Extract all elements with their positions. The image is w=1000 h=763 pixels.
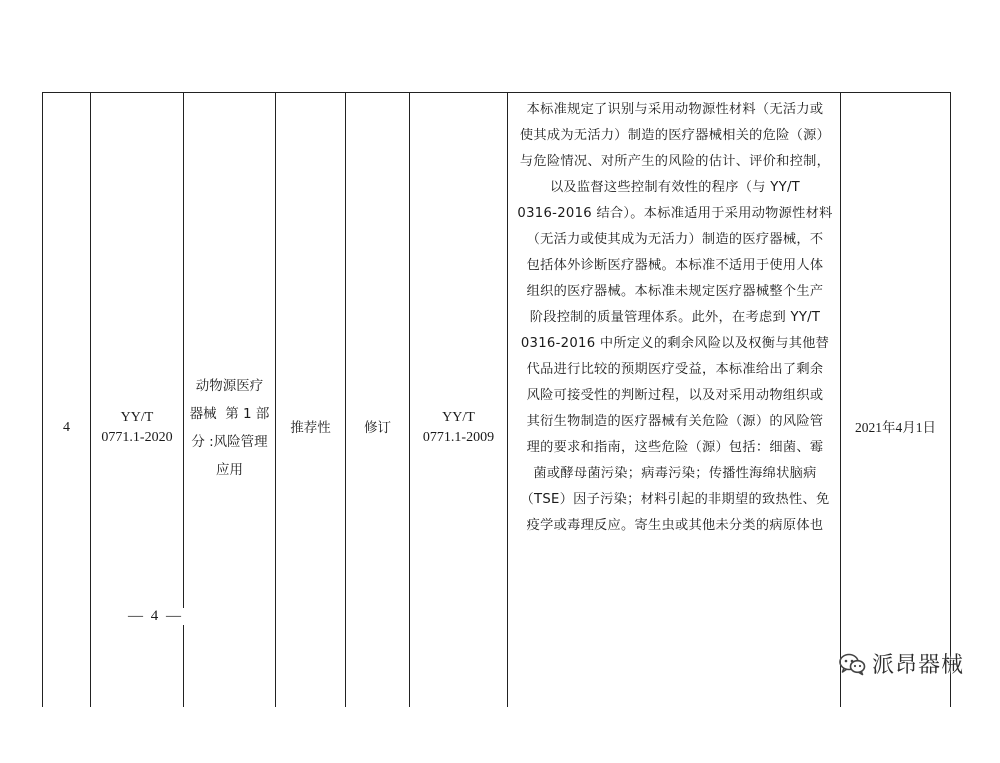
replaced-line-1: YY/T (442, 410, 475, 425)
col-divider (507, 92, 508, 707)
standard-no-line-2: 0771.1-2020 (101, 430, 173, 445)
cell-standard-no (91, 93, 183, 763)
standard-no-line-1: YY/T (120, 410, 154, 425)
description-line: 0316-2016 结合）。本标准适用于采用动物源性材料 (517, 206, 833, 221)
description-line: 其衍生物制造的医疗器械有关危险（源）的风险管 (526, 414, 824, 429)
description-line: （TSE）因子污染；材料引起的非期望的致热性、免 (520, 492, 830, 507)
name-line-3: 分 :风险管理 (191, 434, 268, 450)
revision-type: 修订 (364, 420, 391, 436)
replaced-line-2: 0771.1-2009 (422, 430, 495, 445)
description-line: 菌或酵母菌污染；病毒污染；传播性海绵状脑病 (533, 466, 817, 481)
cell-standard-name (184, 93, 275, 763)
description-line: 0316-2016 中所定义的剩余风险以及权衡与其他替 (520, 336, 830, 351)
description-line: 使其成为无活力）制造的医疗器械相关的危险（源） (519, 128, 831, 143)
table-border-right (950, 92, 951, 707)
wechat-icon (838, 652, 866, 676)
description-line: （无活力或使其成为无活力）制造的医疗器械，不 (526, 232, 824, 247)
description-line: 与危险情况、对所产生的风险的估计、评价和控制， (519, 154, 831, 169)
watermark (838, 648, 964, 679)
standard-nature: 推荐性 (290, 420, 331, 436)
description-line: 代品进行比较的预期医疗受益，本标准给出了剩余 (526, 362, 824, 377)
description-line: 疫学或毒理反应。寄生虫或其他未分类的病原体也 (526, 518, 824, 533)
description-line: 阶段控制的质量管理体系。此外，在考虑到 YY/T (529, 310, 821, 325)
name-line-1: 动物源医疗 (195, 378, 264, 394)
description-line: 以及监督这些控制有效性的程序（与 YY/T (549, 180, 801, 195)
description-line: 包括体外诊断医疗器械。本标准不适用于使用人体 (526, 258, 824, 273)
name-line-2: 器械 第 1 部 (189, 406, 270, 422)
page-number: — 4 — (128, 608, 183, 624)
description-line: 组织的医疗器械。本标准未规定医疗器械整个生产 (526, 284, 824, 299)
cell-index (43, 93, 90, 763)
watermark-text: 派昂器械 (872, 653, 965, 678)
description-line: 理的要求和指南，这些危险（源）包括：细菌、霉 (526, 440, 824, 455)
description-line: 风险可接受性的判断过程，以及对采用动物组织或 (526, 388, 824, 403)
name-line-4: 应用 (216, 462, 243, 478)
cell-nature (276, 93, 345, 763)
cell-replaced-standard (410, 93, 507, 763)
row-index: 4 (63, 420, 70, 435)
cell-description (512, 93, 838, 707)
description-line: 本标准规定了识别与采用动物源性材料（无活力或 (526, 102, 824, 117)
effective-date: 2021年4月1日 (855, 420, 936, 435)
cell-type (346, 93, 409, 763)
